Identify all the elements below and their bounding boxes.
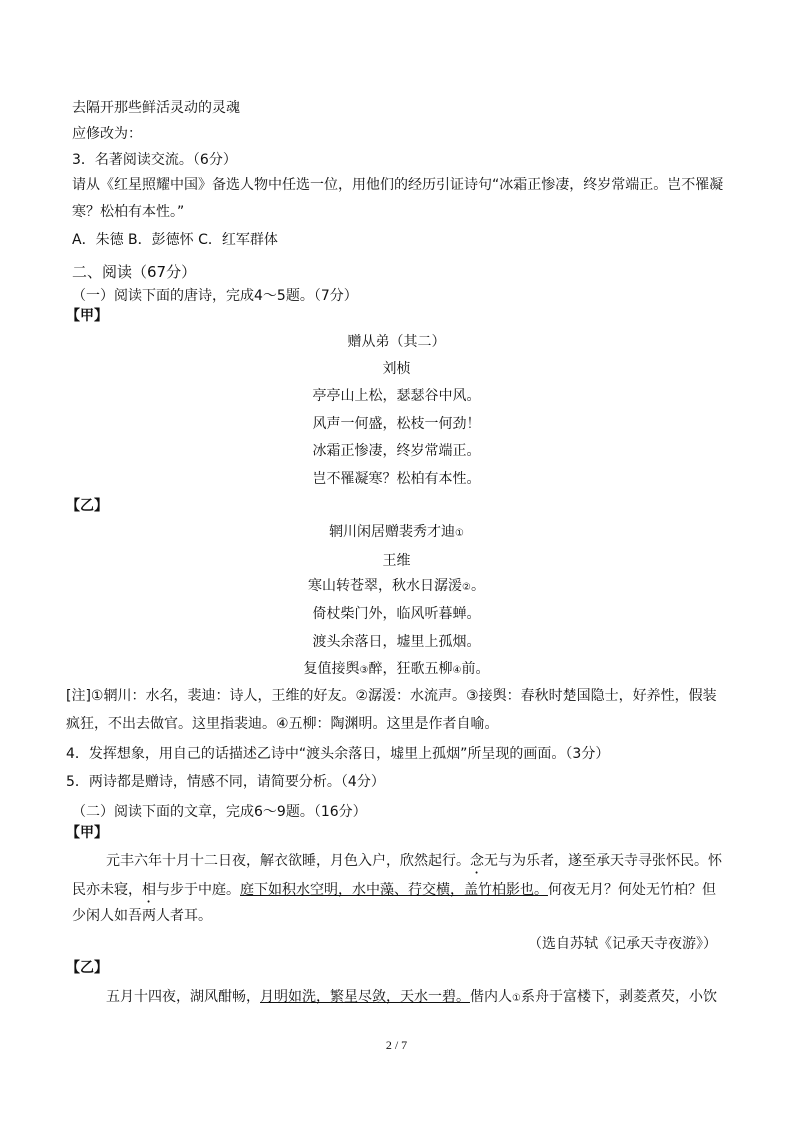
underlined-sentence: 庭下如积水空明，水中藻、荇交横，盖竹柏影也。 [240, 882, 548, 898]
poem-b-title [0, 522, 793, 544]
poem-a-title: 赠从弟（其二） [347, 334, 446, 350]
poem-a-line: 亭亭山上松，瑟瑟谷中风。 [312, 388, 481, 404]
section2-title: 二、阅读（67分） [72, 263, 197, 281]
note-marker: ② [462, 582, 471, 593]
poem-b-line-text: 寒山转苍翠，秋水日潺湲 [308, 578, 463, 594]
text-a-marker: 【甲】 [66, 825, 108, 841]
poem-b-line-text: 前。 [461, 661, 490, 677]
part1-title: （一）阅读下面的唐诗，完成4～5题。（7分） [72, 288, 358, 304]
q3-body-line1: 请从《红星照耀中国》备选人物中任选一位，用他们的经历引证诗句“冰霜正惨凄，终岁常端正。岂不罹凝 [72, 177, 724, 193]
notes-line1: [注]①辋川：水名，裴迪：诗人，王维的好友。②潺湲：水流声。③接舆：春秋时楚国隐士，好养性，假装 [66, 688, 717, 704]
text-a-segment: 与步于中庭。 [156, 882, 240, 898]
poem-a-author: 刘桢 [382, 361, 411, 377]
notes-line2: 疯狂，不出去做官。这里指裴迪。④五柳：陶渊明。这里是作者自喻。 [66, 716, 499, 732]
poem-b-marker: 【乙】 [66, 498, 108, 514]
text-a-segment: 元丰六年十月十二日夜，解衣欲睡，月色入户，欣然起行。 [106, 853, 470, 869]
poem-a-line: 风声一何盛，松枝一何劲！ [312, 416, 481, 432]
poem-b-title-text: 辋川闲居赠裴秀才迪 [329, 524, 456, 540]
text-b-marker: 【乙】 [66, 960, 108, 976]
text-a-line1 [106, 851, 722, 877]
poem-a-line: 岂不罹凝寒？松柏有本性。 [312, 471, 481, 487]
text-a-segment: 无与为乐者，遂至承天寺寻张怀民。怀 [484, 853, 722, 869]
emphasis-char: 相 [142, 882, 156, 898]
poem-b-line: 渡头余落日，墟里上孤烟。 [312, 634, 481, 650]
text-b-segment: 偕内人 [470, 989, 512, 1005]
text-b-line1 [106, 987, 717, 1009]
part2-title: （二）阅读下面的文章，完成6～9题。（16分） [72, 804, 367, 820]
page-number: 2 / 7 [385, 1038, 408, 1052]
text-b-segment: 系舟于富楼下，剥菱煮芡，小饮 [520, 989, 717, 1005]
poem-a-line: 冰霜正惨凄，终岁常端正。 [312, 443, 481, 459]
poem-a-marker: 【甲】 [66, 308, 108, 324]
q5-text: 5．两诗都是赠诗，情感不同，请简要分析。（4分） [66, 774, 385, 790]
text-a-source: （选自苏轼《记承天寺夜游》） [528, 936, 717, 952]
q3-heading: 3．名著阅读交流。（6分） [72, 152, 237, 168]
note-marker: ④ [452, 665, 462, 676]
q2-revise-prompt: 应修改为： [72, 126, 142, 142]
text-a-segment: 民亦未寝， [72, 882, 142, 898]
poem-b-line: 倚杖柴门外，临风听暮蝉。 [312, 606, 481, 622]
underlined-sentence: 月明如洗，繁星尽敛，天水一碧。 [260, 989, 470, 1005]
note-marker: ③ [359, 665, 369, 676]
note-marker: ① [512, 993, 521, 1004]
q3-options: A．朱德 B．彭德怀 C．红军群体 [72, 232, 278, 248]
emphasis-char: 念 [470, 853, 484, 869]
text-a-segment: 何夜无月？何处无竹柏？但 [548, 882, 716, 898]
poem-b-author: 王维 [382, 553, 411, 569]
note-marker: ① [455, 528, 464, 539]
text-b-segment: 五月十四夜，湖风酣畅， [106, 989, 260, 1005]
q3-body-line2: 寒？松柏有本性。” [72, 204, 185, 220]
poem-b-line-text: 复值接舆 [303, 661, 360, 677]
text-a-line3: 少闲人如吾两人者耳。 [72, 908, 212, 924]
poem-b-line [0, 659, 793, 681]
text-a-line2 [72, 880, 716, 906]
q4-text: 4．发挥想象，用自己的话描述乙诗中“渡头余落日，墟里上孤烟”所呈现的画面。（3分） [66, 746, 610, 762]
q2-line1: 去隔开那些鲜活灵动的灵魂 [72, 100, 240, 116]
poem-b-line-text: 醉，狂歌五柳 [368, 661, 453, 677]
poem-b-line [0, 576, 793, 598]
poem-b-line-text: 。 [470, 578, 485, 594]
